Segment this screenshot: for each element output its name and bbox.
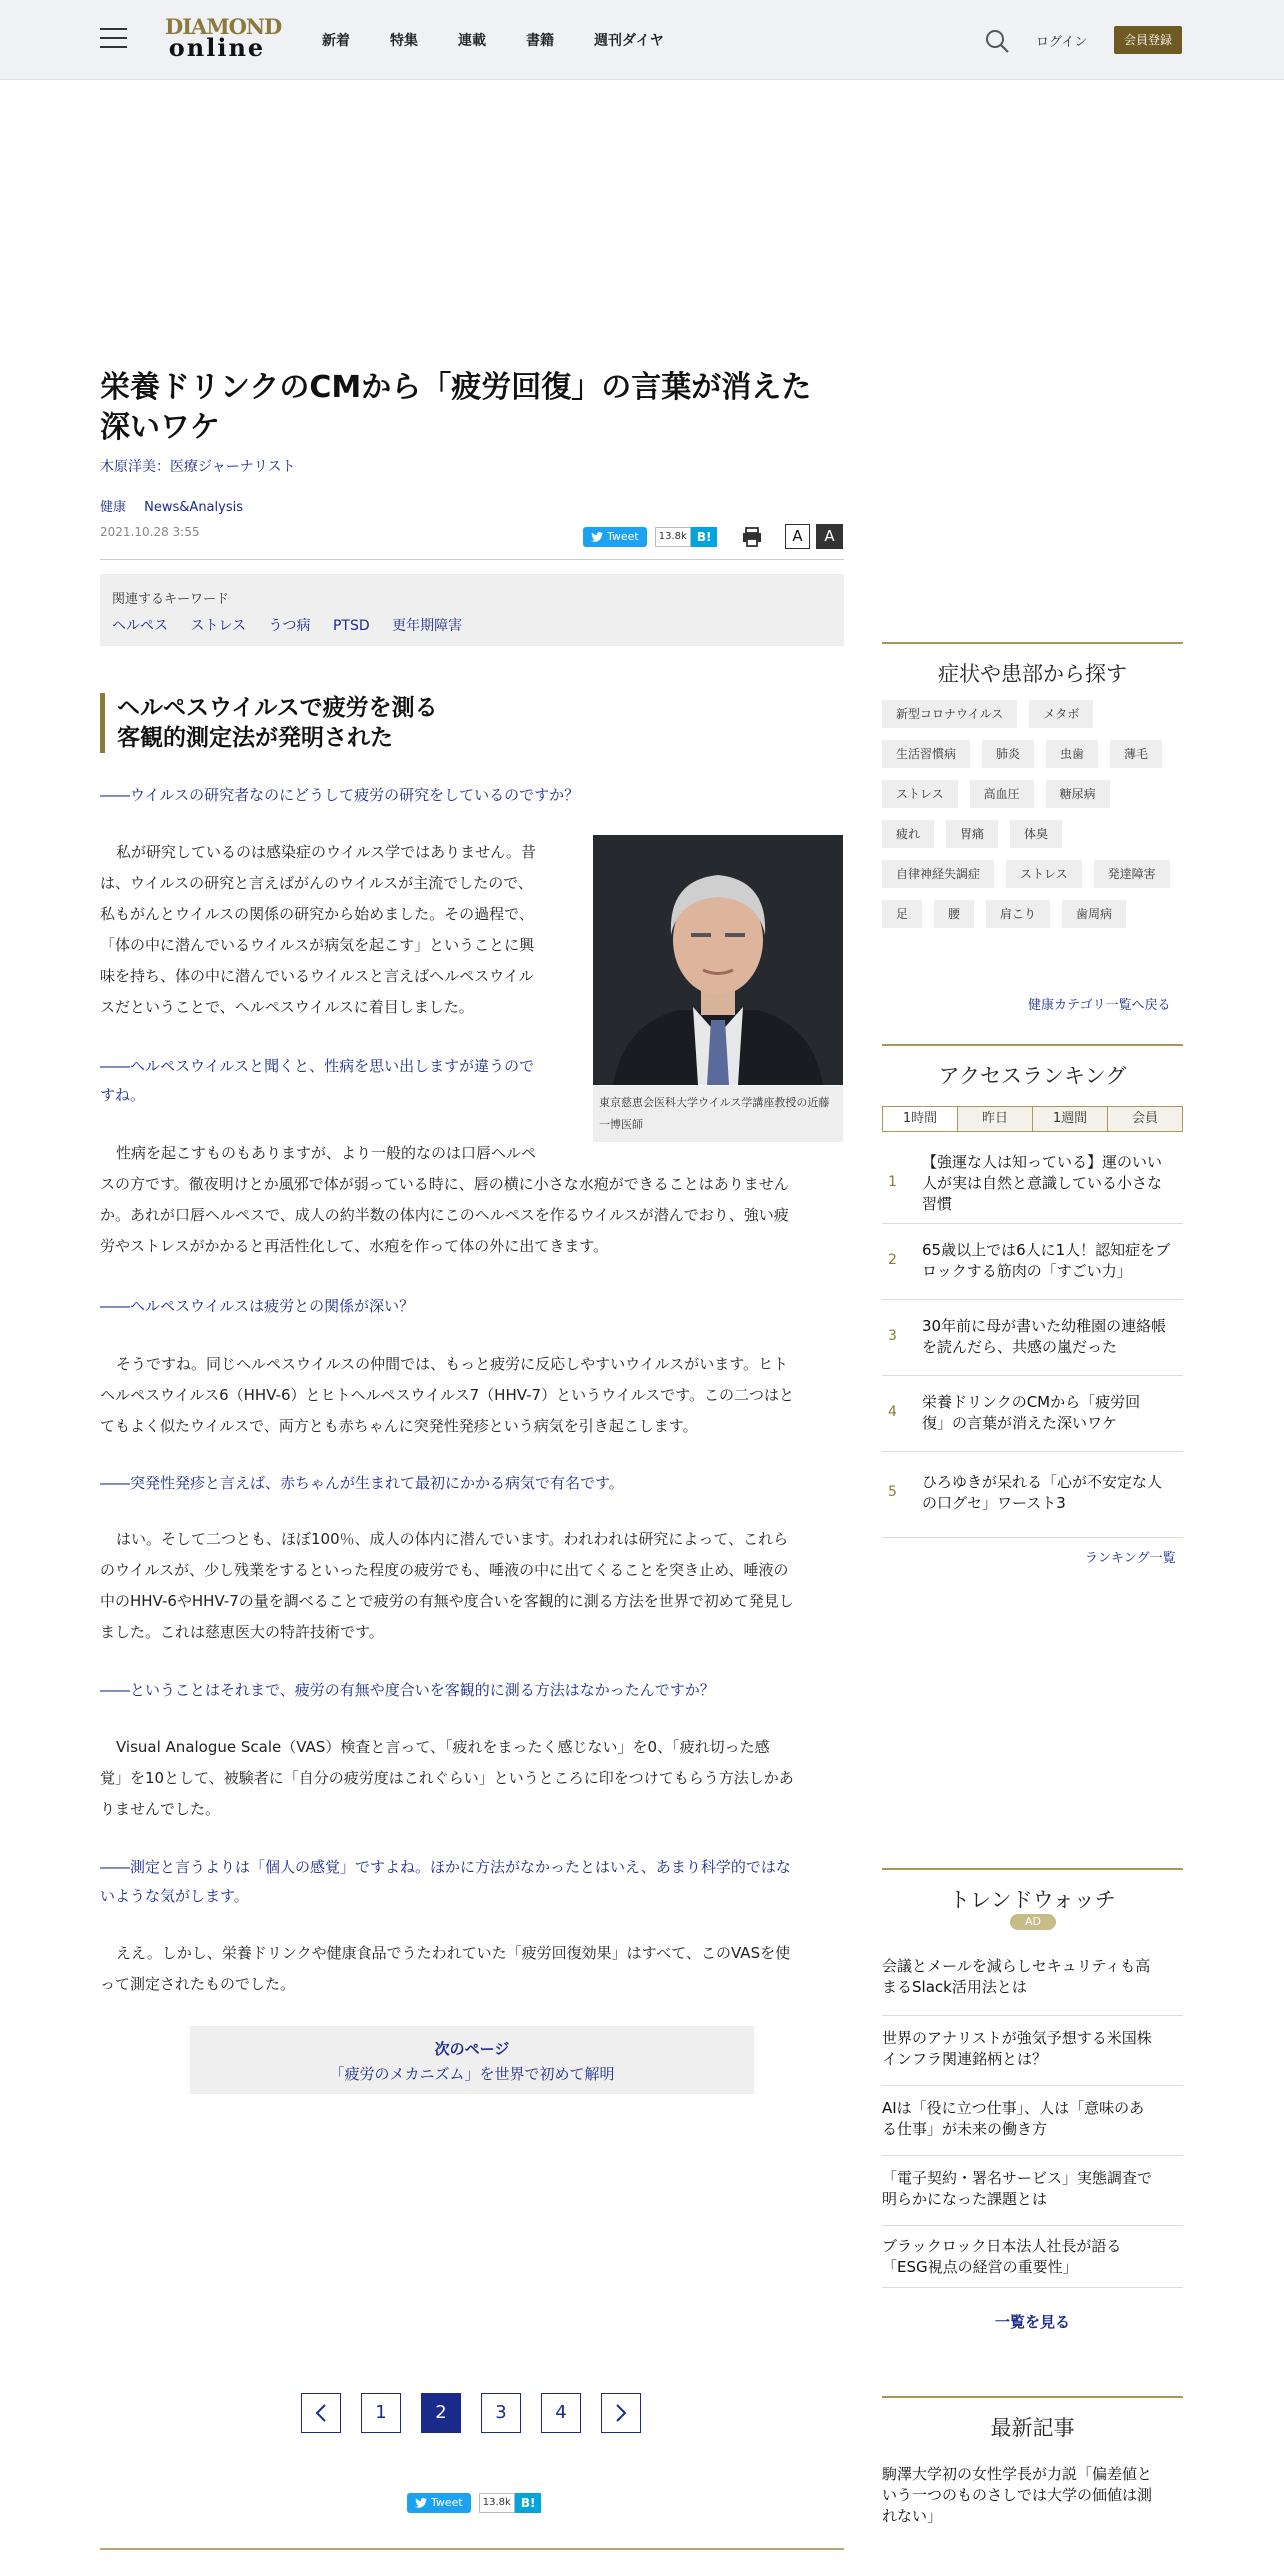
paragraph-line: 覚」を10として、被験者に「自分の疲労度はこれぐらい」というところに印をつけてもらう方法しかあ	[100, 1769, 794, 1787]
symptom-tag[interactable]: 薄毛	[1110, 740, 1162, 768]
ranking-line: 習慣	[922, 1195, 953, 1213]
login-link[interactable]: ログイン	[1036, 35, 1088, 50]
symptom-tag[interactable]: 高血圧	[970, 780, 1034, 808]
interview-question: ――ウイルスの研究者なのにどうして疲労の研究をしているのですか？	[100, 786, 580, 804]
ranking-text	[922, 1392, 1180, 1434]
ranking-number: 3	[888, 1328, 897, 1344]
paragraph-line: 味を持ち、体の中に潜んでいるウイルスと言えばヘルペスウイル	[100, 967, 534, 985]
next-page-arrow-button[interactable]	[601, 2393, 641, 2433]
trend-section	[882, 1868, 1183, 1914]
keyword-link[interactable]: 更年期障害	[392, 618, 463, 634]
ranking-line: 30年前に母が書いた幼稚園の連絡帳	[922, 1317, 1167, 1335]
trend-item[interactable]	[882, 2226, 1183, 2288]
ranking-title: アクセスランキング	[938, 1064, 1127, 1088]
interview-question: ――ヘルペスウイルスは疲労との関係が深い？	[100, 1297, 415, 1315]
paragraph-line: 中のHHV-6やHHV-7の量を調べることで疲労の有無や度合いを客観的に測る方法を世界で初めて発見し	[100, 1592, 794, 1610]
category-list	[100, 496, 257, 515]
question-line: ――ヘルペスウイルスと聞くと、性病を思い出しますが違うので	[100, 1057, 535, 1075]
ranking-item[interactable]	[882, 1300, 1183, 1376]
ad-badge: AD	[1010, 1914, 1056, 1930]
trend-item[interactable]	[882, 2156, 1183, 2226]
paragraph-line: ました。これは慈恵医大の特許技術です。	[100, 1623, 384, 1641]
paragraph-line: てもよく似たウイルスで、両方とも赤ちゃんに突発性発疹という病気を引き起こします。	[100, 1417, 698, 1435]
symptoms-section	[882, 642, 1183, 688]
keyword-link[interactable]: ヘルペス	[112, 618, 168, 634]
trend-line: AIは「役に立つ仕事」、人は「意味のあ	[882, 2099, 1145, 2117]
ranking-text	[922, 1316, 1180, 1358]
ranking-text	[922, 1152, 1180, 1215]
symptom-tag[interactable]: 生活習慣病	[882, 740, 970, 768]
doctor-portrait-image	[593, 835, 843, 1085]
keywords-box	[100, 574, 844, 646]
paragraph-line: ヘルペスウイルス6（HHV-6）とヒトヘルペスウイルス7（HHV-7）というウイルスです。この二つはと	[100, 1386, 794, 1404]
paragraph	[100, 1938, 844, 2000]
tweet-label: Tweet	[431, 2496, 463, 2509]
main-nav	[322, 30, 704, 50]
paragraph	[100, 1732, 844, 1825]
ranking-line: ロックする筋肉の「すごい力」	[922, 1262, 1132, 1280]
ranking-line: 人が実は自然と意識している小さな	[922, 1174, 1163, 1192]
keywords-list	[112, 615, 832, 635]
trend-line: まるSlack活用法とは	[882, 1978, 1027, 1996]
health-category-link[interactable]: 健康カテゴリ一覧へ戻る	[1028, 998, 1171, 1013]
pagination	[301, 2393, 661, 2433]
tweet-button[interactable]	[583, 527, 647, 547]
symptom-tag[interactable]: 新型コロナウイルス	[882, 700, 1017, 728]
paragraph-line: 私もがんとウイルスの関係の研究から始めました。その過程で、	[100, 905, 534, 923]
ranking-number: 4	[888, 1404, 897, 1420]
article-title	[100, 368, 844, 448]
tweet-label: Tweet	[607, 530, 639, 543]
twitter-icon	[591, 532, 603, 542]
paragraph-line: 労やストレスがかかると再活性化して、水疱を作って体の外に出てきます。	[100, 1237, 609, 1255]
ranking-number: 5	[888, 1484, 897, 1500]
logo-bottom: online	[168, 33, 266, 62]
ranking-text	[922, 1472, 1180, 1514]
hatena-count: 13.8k	[479, 2493, 515, 2513]
trend-item[interactable]	[882, 2016, 1183, 2086]
prev-page-button[interactable]	[301, 2393, 341, 2433]
question-line: ――測定と言うよりは「個人の感覚」ですよね。ほかに方法がなかったとはいえ、あまり科学的ではな	[100, 1858, 791, 1876]
author-link[interactable]: 木原洋美：医療ジャーナリスト	[100, 459, 296, 475]
share-bar	[583, 526, 717, 548]
symptom-tag[interactable]: 自律神経失調症	[882, 860, 994, 888]
menu-icon[interactable]	[100, 28, 127, 50]
paragraph-line: か。あれが口唇ヘルペスで、成人の約半数の体内にこのヘルペスを作るウイルスが潜んでおり、強い疲	[100, 1206, 789, 1224]
question-line: すね。	[100, 1086, 146, 1104]
symptom-tag[interactable]: 肩こり	[986, 900, 1050, 928]
ranking-line: 65歳以上では6人に1人！認知症をブ	[922, 1241, 1171, 1259]
ranking-line: の口グセ」ワースト3	[922, 1494, 1066, 1512]
trend-item[interactable]	[882, 2086, 1183, 2156]
nav-features[interactable]: 特集	[390, 33, 418, 49]
divider	[100, 2548, 844, 2550]
symptom-tag[interactable]: 疲れ	[882, 820, 934, 848]
trend-line: 「電子契約・署名サービス」実態調査で	[882, 2169, 1153, 2187]
keyword-link[interactable]: うつ病	[268, 618, 311, 634]
symptom-tag[interactable]: 体臭	[1010, 820, 1062, 848]
ranking-tab-yesterday[interactable]: 昨日	[958, 1107, 1033, 1131]
publish-date: 2021.10.28 3:55	[100, 525, 200, 539]
chevron-right-icon	[615, 2404, 627, 2422]
site-header	[0, 0, 1284, 80]
nav-books[interactable]: 書籍	[526, 33, 554, 49]
ranking-tab-members[interactable]: 会員	[1108, 1107, 1182, 1131]
category-link[interactable]: 健康	[100, 500, 127, 515]
ranking-item[interactable]	[882, 1224, 1183, 1300]
next-page-button[interactable]	[190, 2026, 754, 2094]
trend-title: トレンドウォッチ	[949, 1888, 1116, 1912]
heading-line: ヘルペスウイルスで疲労を測る	[117, 695, 438, 721]
symptom-tag[interactable]: 胃痛	[946, 820, 998, 848]
next-page-label: 次のページ	[434, 2040, 510, 2058]
ranking-item[interactable]	[882, 1452, 1183, 1538]
symptom-tag[interactable]: ストレス	[1006, 860, 1082, 888]
trend-line: 世界のアナリストが強気予想する米国株	[882, 2029, 1152, 2047]
paragraph-line: 私が研究しているのは感染症のウイルス学ではありません。昔	[116, 843, 537, 861]
symptom-tag[interactable]: 糖尿病	[1046, 780, 1110, 808]
nav-weekly[interactable]: 週刊ダイヤ	[594, 33, 664, 49]
paragraph	[100, 837, 570, 1023]
trend-line: 会議とメールを減らしセキュリティも高	[882, 1957, 1151, 1975]
search-icon[interactable]	[984, 28, 1010, 54]
heading-line: 客観的測定法が発明された	[117, 725, 393, 751]
paragraph-line: そうですね。同じヘルペスウイルスの仲間では、もっと疲労に反応しやすいウイルスがいます。ヒト	[116, 1355, 789, 1373]
paragraph-line: は、ウイルスの研究と言えばがんのウイルスが主流でしたので、	[100, 874, 533, 892]
ranking-item[interactable]	[882, 1376, 1183, 1452]
paragraph	[100, 1138, 844, 1262]
symptom-tag[interactable]: 肺炎	[982, 740, 1034, 768]
font-size-small-button[interactable]: A	[785, 524, 810, 549]
ranking-line: 復」の言葉が消えた深いワケ	[922, 1414, 1118, 1432]
symptom-tags	[882, 700, 1183, 940]
symptom-tag[interactable]: ストレス	[882, 780, 958, 808]
latest-line: 駒澤大学初の女性学長が力説「偏差値と	[882, 2465, 1153, 2483]
nav-series[interactable]: 連載	[458, 33, 486, 49]
latest-section	[882, 2396, 1183, 2442]
font-size-large-button[interactable]: A	[816, 524, 843, 549]
register-button[interactable]: 会員登録	[1114, 26, 1182, 54]
interview-question: ――突発性発疹と言えば、赤ちゃんが生まれて最初にかかる病気で有名です。	[100, 1474, 624, 1492]
twitter-icon	[415, 2498, 427, 2508]
ranking-tab-week[interactable]: 1週間	[1033, 1107, 1108, 1131]
title-line: 深いワケ	[100, 410, 220, 445]
section-heading	[100, 693, 844, 753]
ranking-item[interactable]	[882, 1144, 1183, 1224]
symptom-tag[interactable]: 歯周病	[1062, 900, 1126, 928]
interview-question	[100, 1052, 570, 1110]
paragraph-line: のウイルスが、少し残業をするといった程度の疲労でも、唾液の中に出てくることを突き止め、唾液の	[100, 1561, 789, 1579]
latest-article-item[interactable]	[882, 2464, 1183, 2528]
paragraph-line: って測定されたものでした。	[100, 1975, 296, 1993]
photo-caption: 東京慈恵会医科大学ウイルス学講座教授の近藤一博医師	[593, 1086, 843, 1142]
paragraph-line: ええ。しかし、栄養ドリンクや健康食品でうたわれていた「疲労回復効果」はすべて、このVASを使	[116, 1944, 791, 1962]
trend-more-link[interactable]: 一覧を見る	[994, 2313, 1070, 2331]
hatena-count: 13.8k	[655, 527, 691, 547]
interview-question	[100, 1853, 844, 1911]
paragraph-line: スだということで、ヘルペスウイルスに着目しました。	[100, 998, 474, 1016]
trend-line: 明らかになった課題とは	[882, 2190, 1048, 2208]
chevron-left-icon	[315, 2404, 327, 2422]
paragraph-line: スの方です。徹夜明けとか風邪で体が弱っている時に、唇の横に小さな水疱ができることはありません	[100, 1175, 789, 1193]
trend-line: ブラックロック日本法人社長が語る	[882, 2237, 1122, 2255]
site-logo[interactable]	[165, 14, 282, 62]
paragraph-line: 「体の中に潜んでいるウイルスが病気を起こす」ということに興	[100, 936, 535, 954]
logo-top: DIAMOND	[165, 14, 282, 39]
ranking-number: 2	[888, 1252, 897, 1268]
ranking-line: 【強運な人は知っている】運のいい	[922, 1153, 1163, 1171]
symptom-tag[interactable]: 腰	[934, 900, 974, 928]
trend-line: 「ESG視点の経営の重要性」	[882, 2258, 1078, 2276]
page-button-current[interactable]: 2	[421, 2393, 461, 2433]
latest-line: いう一つのものさしでは大学の価値は測	[882, 2486, 1153, 2504]
print-icon[interactable]	[740, 525, 764, 549]
tweet-button[interactable]	[407, 2493, 471, 2513]
symptom-tag[interactable]: 足	[882, 900, 922, 928]
page-button[interactable]: 3	[481, 2393, 521, 2433]
ranking-tab-hour[interactable]: 1時間	[883, 1107, 958, 1131]
question-line: いような気がします。	[100, 1887, 249, 1905]
next-page-title: 「疲労のメカニズム」を世界で初めて解明	[329, 2065, 615, 2083]
title-line: 栄養ドリンクのCMから「疲労回復」の言葉が消えた	[100, 370, 812, 405]
paragraph-line: Visual Analogue Scale（VAS）検査と言って、「疲れをまったく感じない」を0、「疲れ切った感	[116, 1738, 770, 1756]
ranking-line: ひろゆきが呆れる「心が不安定な人	[922, 1473, 1163, 1491]
paragraph-line: 性病を起こすものもありますが、より一般的なのは口唇ヘルペ	[116, 1144, 537, 1162]
page-button[interactable]: 1	[361, 2393, 401, 2433]
paragraph	[100, 1524, 844, 1648]
latest-title: 最新記事	[990, 2416, 1075, 2440]
doctor-photo	[593, 835, 843, 1085]
ranking-line: を読んだら、共感の嵐だった	[922, 1338, 1118, 1356]
divider	[100, 559, 844, 560]
nav-new[interactable]: 新着	[322, 33, 350, 49]
hatena-bookmark-button[interactable]: B!	[515, 2493, 542, 2513]
ranking-section	[882, 1044, 1183, 1090]
keywords-title: 関連するキーワード	[112, 592, 230, 607]
symptom-tag[interactable]: メタボ	[1029, 700, 1093, 728]
keyword-link[interactable]: PTSD	[332, 618, 370, 634]
trend-line: インフラ関連銘柄とは？	[882, 2050, 1048, 2068]
ranking-tabs	[882, 1106, 1183, 1132]
trend-item[interactable]	[882, 1952, 1183, 2016]
category-link[interactable]: News&Analysis	[144, 500, 243, 515]
paragraph-line: はい。そして二つとも、ほぼ100％、成人の体内に潜んでいます。われわれは研究によって、これら	[116, 1530, 789, 1548]
page-button[interactable]: 4	[541, 2393, 581, 2433]
hatena-bookmark-button[interactable]: B!	[691, 527, 718, 547]
latest-line: れない」	[882, 2507, 943, 2525]
interview-question: ――ということはそれまで、疲労の有無や度合いを客観的に測る方法はなかったんですか？	[100, 1681, 715, 1699]
paragraph	[100, 1349, 844, 1442]
paragraph-line: りませんでした。	[100, 1800, 221, 1818]
trend-line: る仕事」が未来の働き方	[882, 2120, 1048, 2138]
symptoms-title: 症状や患部から探す	[938, 662, 1127, 686]
ranking-list-link[interactable]: ランキング一覧	[1085, 1551, 1176, 1566]
symptom-tag[interactable]: 虫歯	[1046, 740, 1098, 768]
ranking-text	[922, 1240, 1180, 1282]
keyword-link[interactable]: ストレス	[190, 618, 247, 634]
symptom-tag[interactable]: 発達障害	[1094, 860, 1170, 888]
share-bar-bottom	[407, 2492, 541, 2514]
ranking-line: 栄養ドリンクのCMから「疲労回	[922, 1393, 1141, 1411]
ranking-number: 1	[888, 1174, 897, 1190]
